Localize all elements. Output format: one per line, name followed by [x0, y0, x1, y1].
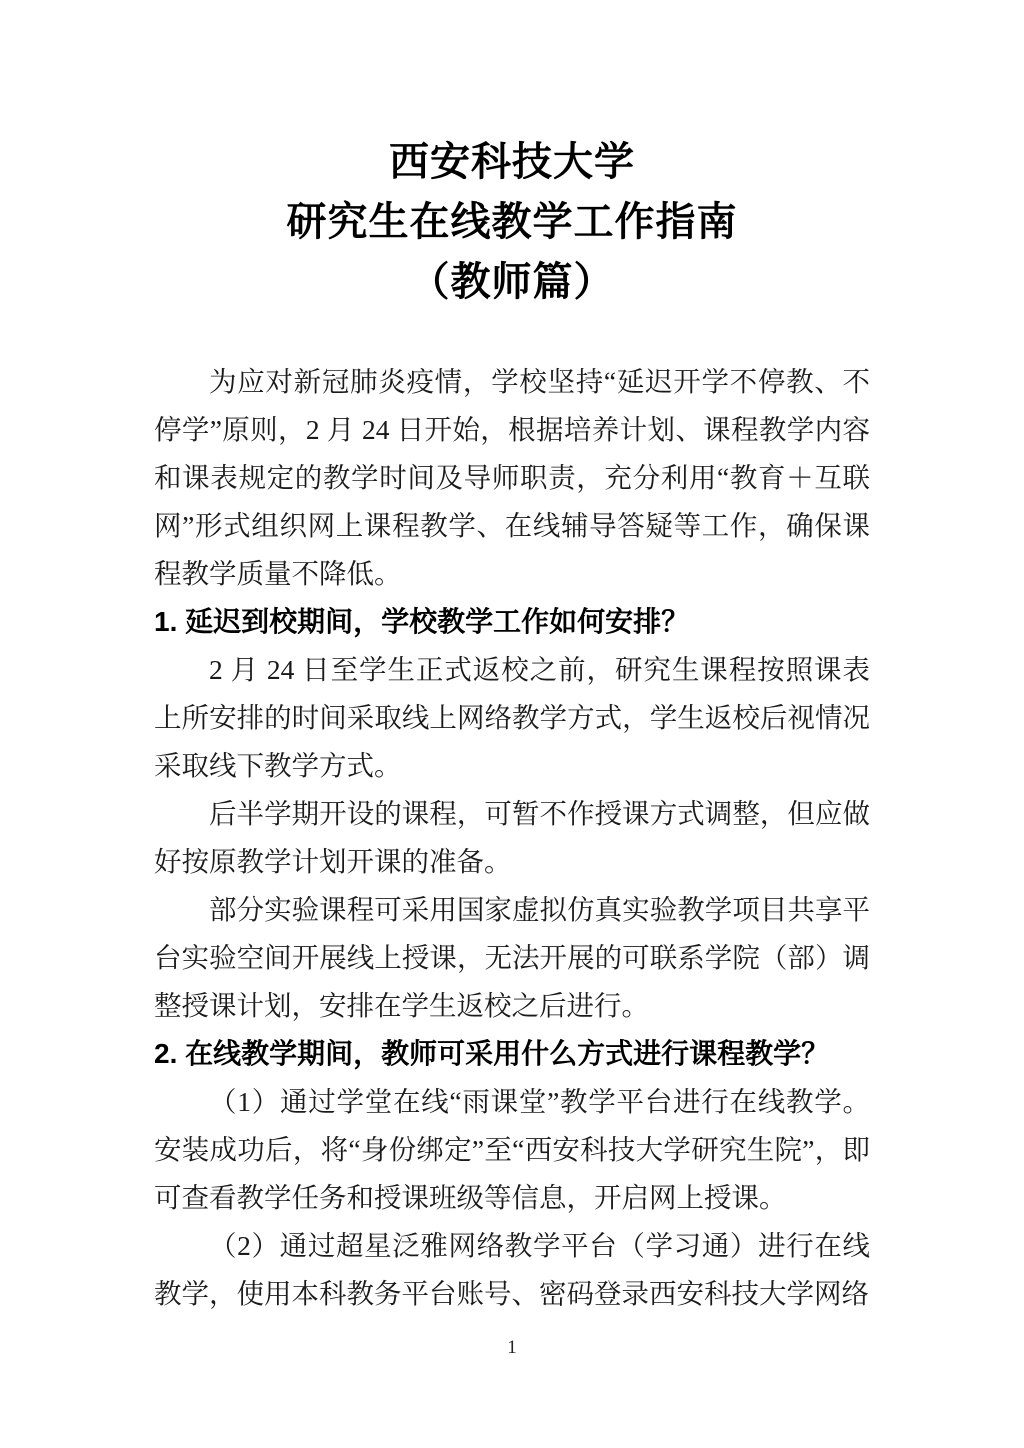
title-line-guide: 研究生在线教学工作指南	[286, 199, 738, 244]
section-1-paragraph-3: 部分实验课程可采用国家虚拟仿真实验教学项目共享平台实验空间开展线上授课，无法开展的可联系学院（部）调整授课计划，安排在学生返校之后进行。	[154, 894, 870, 1021]
section-1-paragraph-1: 2 月 24 日至学生正式返校之前，研究生课程按照课表上所安排的时间采取线上网络教学方式，学生返校后视情况采取线下教学方式。	[154, 654, 870, 781]
title-line-edition: （教师篇）	[409, 259, 615, 304]
page-footer	[0, 1336, 1024, 1360]
title-line-university: 西安科技大学	[389, 139, 635, 184]
section-2-paragraph-2: （2）通过超星泛雅网络教学平台（学习通）进行在线教学，使用本科教务平台账号、密码登录西安科技大学网络	[154, 1230, 870, 1309]
document-title	[154, 0, 870, 312]
section-2-paragraph-1: （1）通过学堂在线“雨课堂”教学平台进行在线教学。安装成功后，将“身份绑定”至“西安科技大学研究生院”，即可查看教学任务和授课班级等信息，开启网上授课。	[154, 1086, 870, 1213]
document-content	[154, 0, 870, 1318]
document-body	[154, 358, 870, 1318]
intro-paragraph: 为应对新冠肺炎疫情，学校坚持“延迟开学不停教、不停学”原则，2 月 24 日开始，根据培养计划、课程教学内容和课表规定的教学时间及导师职责，充分利用“教育＋互联网”形式组织网上课程教学、在线辅导答疑等工作，确保课程教学质量不降低。	[154, 366, 870, 589]
section-1-heading: 1. 延迟到校期间，学校教学工作如何安排？	[154, 606, 690, 637]
page-number: 1	[507, 1337, 517, 1358]
section-1-paragraph-2: 后半学期开设的课程，可暂不作授课方式调整，但应做好按原教学计划开课的准备。	[154, 798, 870, 877]
section-2-heading: 2. 在线教学期间，教师可采用什么方式进行课程教学？	[154, 1038, 830, 1069]
